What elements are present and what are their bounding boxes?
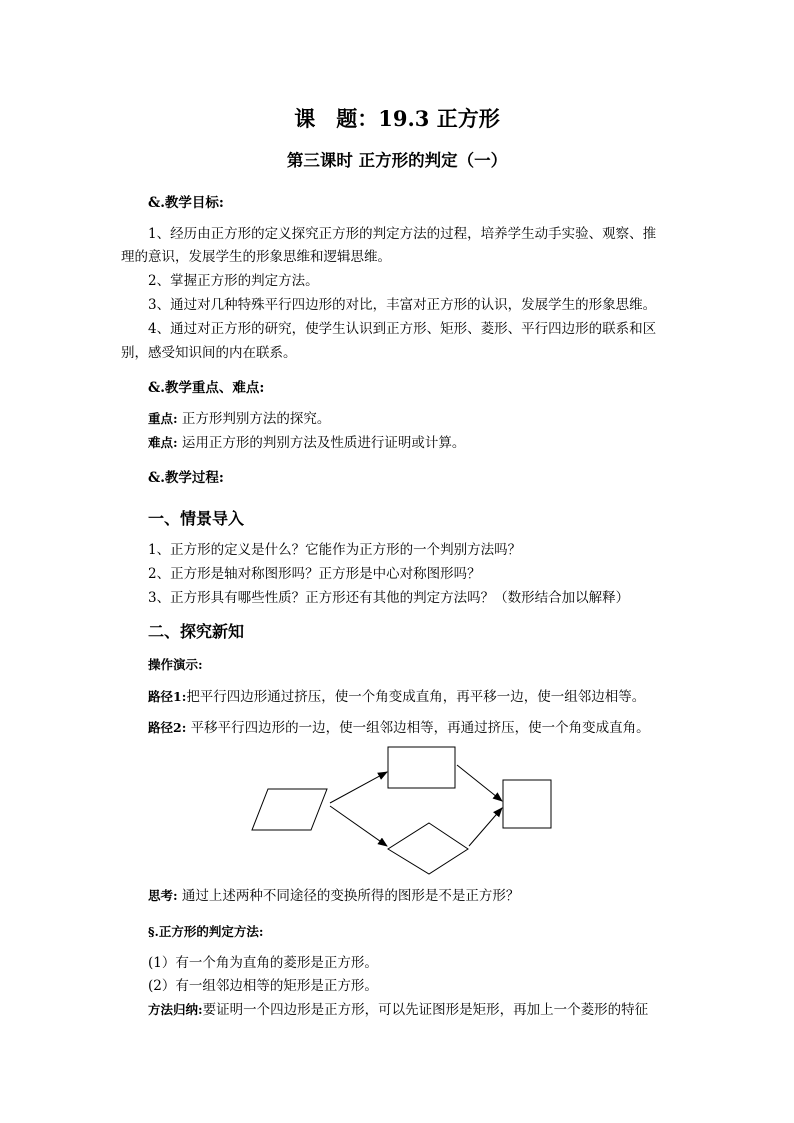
method-summary-label: 方法归纳: — [148, 1002, 203, 1017]
intro-question-3: 3、正方形具有哪些性质？正方形还有其他的判定方法吗？（数形结合加以解释） — [148, 590, 630, 606]
goal-1-line-2: 理的意识，发展学生的形象思维和逻辑思维。 — [121, 249, 391, 265]
method-summary — [148, 1001, 648, 1019]
method-1: (1）有一个角为直角的菱形是正方形。 — [148, 955, 378, 971]
method-summary-text: 要证明一个四边形是正方形，可以先证图形是矩形，再加上一个菱形的特征 — [202, 1002, 649, 1018]
path-2-text: 平移平行四边形的一边，使一组邻边相等，再通过挤压，使一个角变成直角。 — [186, 720, 650, 736]
arrow-parallelogram-to-rhombus — [330, 806, 387, 846]
difficult-point-label: 难点: — [148, 435, 178, 450]
goal-1-line-1: 1、经历由正方形的定义探究正方形的判定方法的过程，培养学生动手实验、观察、推 — [148, 226, 657, 242]
rhombus-shape — [388, 823, 468, 874]
path-1-label: 路径1: — [148, 689, 187, 704]
think-label: 思考: — [148, 888, 178, 903]
goal-2: 2、掌握正方形的判定方法。 — [148, 273, 319, 289]
square-shape — [503, 780, 551, 828]
lesson-title: 课 题：19.3 正方形 — [294, 106, 500, 131]
lesson-subtitle: 第三课时 正方形的判定（一） — [286, 151, 508, 170]
goals-heading: &.教学目标: — [148, 195, 224, 211]
intro-question-1: 1、正方形的定义是什么？它能作为正方形的一个判别方法吗？ — [148, 542, 522, 558]
difficult-point-text: 运用正方形的判别方法及性质进行证明或计算。 — [177, 435, 466, 451]
arrow-rectangle-to-square — [457, 765, 502, 801]
key-point-label: 重点: — [148, 411, 178, 426]
parallelogram-shape — [252, 789, 327, 830]
process-heading: &.教学过程: — [148, 470, 224, 486]
focus-heading: &.教学重点、难点: — [148, 380, 265, 396]
arrow-rhombus-to-square — [469, 808, 502, 846]
goal-4-line-2: 别，感受知识间的内在联系。 — [121, 345, 297, 361]
explore-heading: 二、探究新知 — [148, 622, 245, 641]
key-point-text: 正方形判别方法的探究。 — [177, 411, 331, 427]
rectangle-shape — [388, 747, 455, 788]
goal-4-line-1: 4、通过对正方形的研究，使学生认识到正方形、矩形、菱形、平行四边形的联系和区 — [148, 321, 657, 337]
methods-heading: §.正方形的判定方法: — [148, 924, 264, 939]
think-question — [148, 887, 519, 905]
path-1-text: 把平行四边形通过挤压，使一个角变成直角，再平移一边，使一组邻边相等。 — [186, 689, 646, 705]
think-text: 通过上述两种不同途径的变换所得的图形是不是正方形？ — [177, 888, 520, 904]
method-2: (2）有一组邻边相等的矩形是正方形。 — [148, 978, 378, 994]
intro-heading: 一、情景导入 — [148, 509, 245, 528]
arrow-parallelogram-to-rectangle — [330, 772, 387, 803]
goal-3: 3、通过对几种特殊平行四边形的对比，丰富对正方形的认识，发展学生的形象思维。 — [148, 297, 657, 313]
path-2-label: 路径2: — [148, 720, 187, 735]
demo-label: 操作演示: — [148, 657, 203, 672]
intro-question-2: 2、正方形是轴对称图形吗？正方形是中心对称图形吗？ — [148, 566, 481, 582]
